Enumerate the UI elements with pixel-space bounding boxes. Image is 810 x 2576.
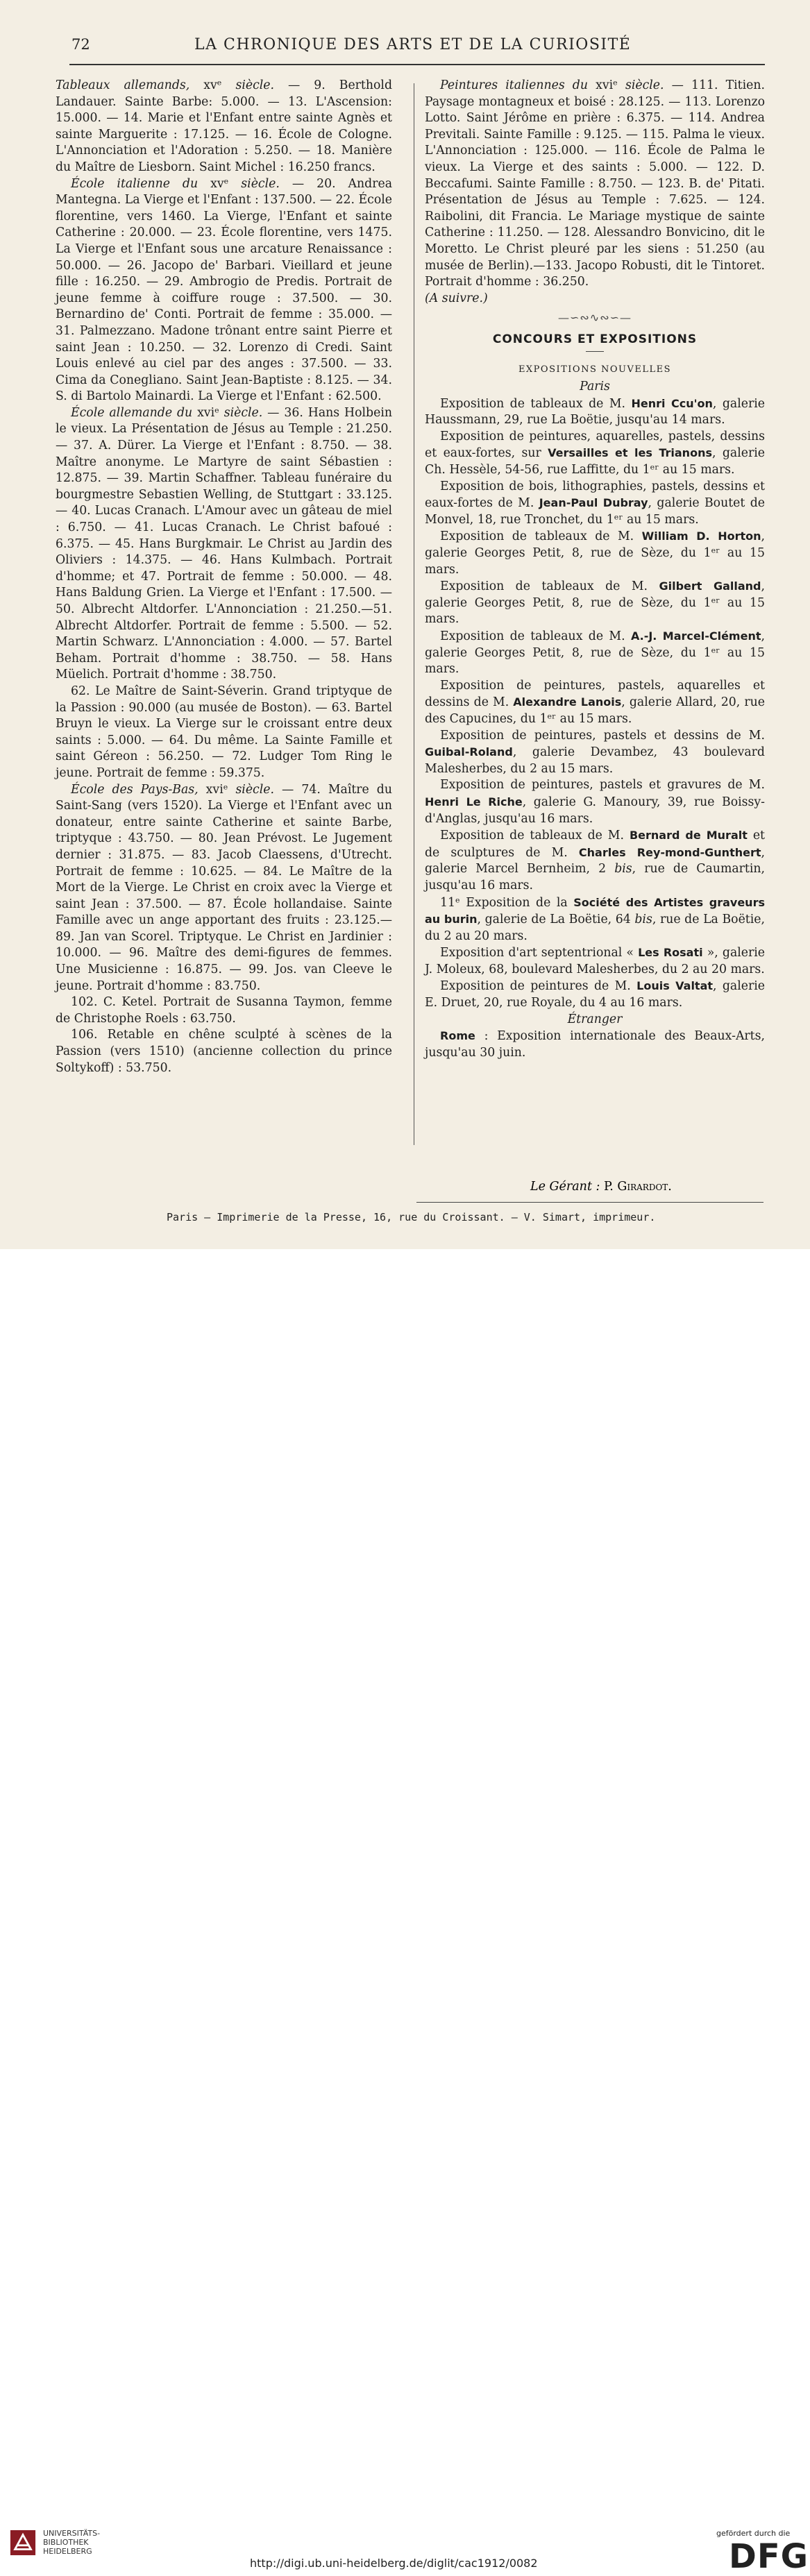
exhibition-entry [425,628,765,678]
text: et de sculptures de M. [425,829,765,860]
imprint-line: Paris — Imprimerie de la Presse, 16, rue du Croissant. — V. Simart, imprimeur. [167,1211,656,1223]
artist-name: Gilbert Galland [659,579,761,593]
text: — 9. [274,78,339,92]
artist-name: Louis Valtat [636,979,714,993]
city-name: Rome [440,1029,475,1043]
italic-bis: bis [614,862,632,876]
text: , rue de La Boëtie, du 2 au 20 mars. [425,913,765,943]
subsection-title: EXPOSITIONS NOUVELLES [518,364,672,375]
text: , galerie Devambez, 43 boulevard Malesherbes, du 2 au 15 mars. [425,745,765,776]
source-url-link[interactable]: http://digi.ub.uni-heidelberg.de/diglit/cac1912/0082 [250,2557,538,2570]
century: xvᵉ [198,176,242,191]
text: Exposition de bois, lithographies, pastels, dessins et eaux-fortes de M. [425,479,765,511]
exhibition-entry [425,429,765,479]
artist-name: Henri Ccu'on [631,396,713,410]
text: Exposition de tableaux de M. [440,529,642,544]
italic-siecle: siècle. [241,176,280,191]
paragraph [56,405,392,684]
italic-siecle: siècle. [223,405,263,420]
society-name: Société des Artistes graveurs au burin [425,895,765,926]
library-line: UNIVERSITÄTS- [43,2529,101,2538]
century: xvᵉ [189,78,236,92]
paragraph [56,176,392,405]
exhibition-entry [425,578,765,628]
group-name: Les Rosati [638,946,703,960]
library-name [43,2529,100,2556]
ornament-divider: —∽∾∿∾∽— [557,311,632,325]
italic-bis: bis [634,913,652,927]
italic-siecle: siècle. [235,782,274,797]
text: , galerie Boutet de Monvel, 18, rue Tronchet, du 1ᵉʳ au 15 mars. [425,496,766,527]
artist-name: Charles Rey-mond-Gunthert [578,845,761,859]
text: — 20. Andrea Mantegna. La Vierge et l'Enfant : 137.500. — 22. École florentine, vers 1460. La Vierge, l'Enfant et sainte Catherine : 20.000. — 23. École florentine, vers 1475. La Vierge et l'Enfant sous une arcature Renaissance : 50.000. — 26. Jacopo de' Barbari. Vieillard et jeune fille : 16.250. — 29. Ambrogio de Predis. Portrait de jeune femme à coiffure rouge : 37.500. — 30. Bernardino de' Conti. Portrait de femme : 35.000. — 31. Palmezzano. Madone trônant entre saint Pierre et saint Jean : 10.250. — 32. Lorenzo di Credi. Saint Louis enlevé au ciel par des anges : 37.500. — 33. Cima da Conegliano. Saint Jean-Baptiste : 8.125. — 34. S. di Bartolo Mainardi. La Vierge et l'Enfant : 62.500. [56,176,392,404]
gerant-name: P. Girardot. [604,1180,672,1194]
text: Exposition de peintures, aquarelles, pastels, dessins et eaux-fortes, sur [425,429,765,461]
text: Exposition de tableaux de M. [440,396,632,411]
artist-name: Jean-Paul Dubray [539,496,648,510]
artist-name: A.-J. Marcel-Clément [630,629,761,643]
italic-lead: Peintures italiennes du [440,78,588,92]
text: , rue de Caumartin, jusqu'au 16 mars. [425,862,765,892]
text: Exposition de tableaux de M. [440,579,659,594]
paragraph: 62. Le Maître de Saint-Séverin. Grand triptyque de la Passion : 90.000 (au musée de Boston). — 63. Bartel Bruyn le vieux. La Vierge sur le croissant entre deux saints : 5.000. — 64. Du même. La Sainte Famille et saint Géreon : 56.250. — 72. Ludger Tom Ring le jeune. Portrait de femme : 59.375. [56,684,392,780]
city-heading: Paris [580,380,610,394]
gerant-rule [416,1202,763,1203]
paragraph: 102. C. Ketel. Portrait de Susanna Taymon, femme de Christophe Roels : 63.750. [56,995,392,1026]
text: Exposition de tableaux de M. [440,829,630,843]
artist-name: Alexandre Lanois [513,695,622,709]
text: , galerie Georges Petit, 8, rue de Sèze, du 1ᵉʳ au 15 mars. [425,629,765,677]
century: xviᵉ [588,78,625,92]
library-line: HEIDELBERG [43,2547,92,2556]
exhibition-entry [425,396,765,429]
artist-name: Versailles et les Trianons [548,446,712,460]
italic-lead: École allemande du [71,405,193,420]
paragraph [425,78,765,291]
paragraph [56,782,392,995]
text: Exposition de peintures de M. [440,979,637,994]
running-title: LA CHRONIQUE DES ARTS ET DE LA CURIOSITÉ [194,36,632,53]
text: Exposition d'art septentrional « [440,946,639,960]
italic-siecle: siècle. [235,78,275,92]
exhibition-entry [425,678,765,728]
text: , galerie E. Druet, 20, rue Royale, du 4 au 16 mars. [425,979,766,1010]
text: Exposition de tableaux de M. [440,629,631,643]
text: — 36. Hans Holbein le vieux. La Présentation de Jésus au Temple : 21.250. — 37. A. Dürer. La Vierge et l'Enfant : 8.750. — 38. Maître anonyme. Le Martyre de saint Sébastien : 12.875. — 39. Martin Schaffner. Tableau funéraire du bourgmestre Sebastien Welling, de Stuttgart : 33.125. — 40. Lucas Cranach. L'Amour avec un gâteau de miel : 6.750. — 41. Lucas Cranach. Le Christ bafoué : 6.375. — 45. Hans Burgkmair. Le Christ au Jardin des Oliviers : 14.375. — 46. Hans Kulmbach. Portrait d'homme; et 47. Portrait de femme : 50.000. — 48. Hans Baldung Grien. La Vierge et l'Enfant : 17.500. — 50. Albrecht Altdorfer. L'Annonciation : 21.250.—51. Albrecht Altdorfer. Portrait de femme : 5.500. — 52. Martin Schwarz. L'Annonciation : 4.000. — 57. Bartel Beham. Portrait d'homme : 38.750. — 58. Hans Müelich. Portrait d'homme : 38.750. [56,405,392,682]
text: , galerie Georges Petit, 8, rue de Sèze, du 1ᵉʳ au 15 mars. [425,579,765,627]
section-title: CONCOURS ET EXPOSITIONS [492,332,698,346]
digitization-footer [0,1249,810,2576]
artist-name: Guibal-Roland [425,745,513,759]
text: — 74. Maître du Saint-Sang (vers 1520). La Vierge et l'Enfant avec un donateur, entre sainte Catherine et sainte Barbe, triptyque : 43.750. — 80. Jean Prévost. Le Jugement dernier : 31.875. — 83. Jacob Claessens, d'Utrecht. Portrait de femme : 10.625. — 84. Le Maître de la Mort de la Vierge. Le Christ en croix avec la Vierge et saint Jean : 37.500. — 87. École hollandaise. Sainte Famille avec un ange apportant des fruits : 23.125.— 89. Jan van Scorel. Triptyque. Le Christ en Jardinier : 10.000. — 96. Maître des demi-figures de femmes. Une Musicienne : 16.875. — 99. Jos. van Cleeve le jeune. Portrait d'homme : 83.750. [56,782,393,993]
exhibition-entry [425,827,765,894]
exhibition-entry [425,528,765,578]
dfg-logo: DFG [729,2537,809,2576]
artist-name: Bernard de Muralt [629,829,748,842]
text: , galerie Ch. Hessèle, 54-56, rue Laffitte, du 1ᵉʳ au 15 mars. [425,446,766,477]
italic-lead: École italienne du [71,176,199,191]
exhibition-entry [425,728,765,778]
left-column [56,78,392,1076]
text: », galerie J. Moleux, 68, boulevard Malesherbes, du 2 au 20 mars. [425,946,766,976]
gerant-line [530,1180,672,1194]
text: Berthold Landauer. Sainte Barbe: 5.000. — 13. L'Ascension: 15.000. — 14. Marie et l'Enfant entre sainte Agnès et sainte Marguerite : 17.125. — 16. École de Cologne. L'Annonciation et l'Adoration : 5.250. — 18. Manière du Maître de Liesborn. Saint Michel : 16.250 francs. [56,78,393,174]
to-be-continued: (A suivre.) [425,291,488,305]
exhibition-entry [425,479,765,529]
exhibition-entry [425,777,765,827]
page-number: 72 [71,36,90,53]
text: , galerie Haussmann, 29, rue La Boëtie, jusqu'au 14 mars. [425,396,765,427]
gerant-label: Le Gérant : [530,1180,600,1194]
century: xviᵉ [198,782,236,797]
text: , galerie G. Manoury, 39, rue Boissy-d'Anglas, jusqu'au 16 mars. [425,795,765,826]
italic-lead: Tableaux allemands, [56,78,190,92]
library-logo-icon [10,2530,36,2556]
century: xviᵉ [192,405,224,420]
text: 11ᵉ Exposition de la [440,895,574,910]
short-rule [586,351,604,352]
text: , galerie de La Boëtie, 64 [477,913,635,927]
exhibition-entry [425,1028,765,1061]
text: : Exposition internationale des Beaux-Arts, jusqu'au 30 juin. [425,1029,765,1060]
header-rule [69,64,765,65]
library-line: BIBLIOTHEK [43,2538,89,2547]
italic-lead: École des Pays-Bas, [71,782,199,797]
text: — 111. Titien. Paysage montagneux et boisé : 28.125. — 113. Lorenzo Lotto. Saint Jérôme en prière : 6.375. — 114. Andrea Previtali. Sainte Famille : 9.125. — 115. Palma le vieux. L'Annonciation : 125.000. — 116. École de Palma le vieux. La Vierge et des saints : 5.000. — 122. D. Beccafumi. Sainte Famille : 8.750. — 123. B. de' Pitati. Présentation de Jésus au Temple : 7.625. — 124. Raibolini, dit Francia. Le Mariage mystique de sainte Catherine : 11.250. — 128. Alessandro Bonvicino, dit le Moretto. Le Christ pleuré par les siens : 51.250 (au musée de Berlin).—133. Jacopo Robusti, dit le Tintoret. Portrait d'homme : 36.250. [425,78,765,289]
artist-name: William D. Horton [641,529,761,543]
text: , galerie Georges Petit, 8, rue de Sèze, du 1ᵉʳ au 15 mars. [425,529,765,577]
paragraph: 106. Retable en chêne sculpté à scènes de la Passion (vers 1510) (ancienne collection du prince Soltykoff) : 53.750. [56,1028,392,1075]
text: , galerie Marcel Bernheim, 2 [425,845,766,876]
text: Exposition de peintures, pastels et dessins de M. [440,728,765,743]
text: , galerie Allard, 20, rue des Capucines, du 1ᵉʳ au 15 mars. [425,695,765,726]
exhibition-entry [425,944,765,978]
right-column [425,78,765,1061]
italic-siecle: siècle. [625,78,664,92]
text: Exposition de peintures, pastels et gravures de M. [440,778,765,793]
exhibition-entry [425,895,765,945]
scanned-page [0,0,810,1249]
abroad-heading: Étranger [567,1012,623,1026]
paragraph [56,78,392,176]
artist-name: Henri Le Riche [425,795,523,808]
exhibition-entry [425,978,765,1011]
text: Exposition de peintures, pastels, aquarelles et dessins de M. [425,678,765,710]
sponsor-caption: gefördert durch die [716,2529,791,2538]
